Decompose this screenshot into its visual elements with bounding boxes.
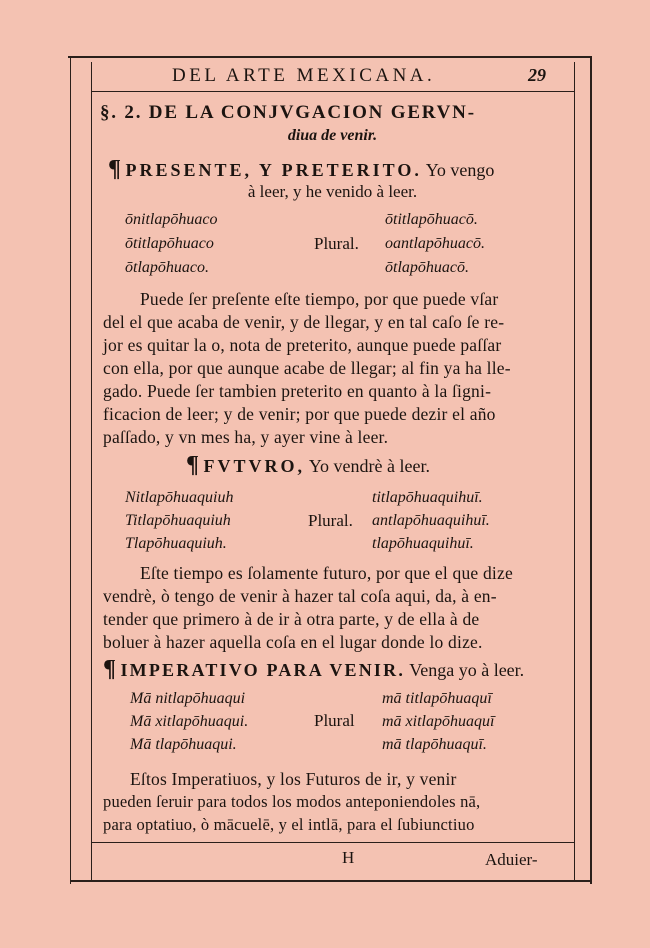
running-title: DEL ARTE MEXICANA.	[172, 65, 436, 86]
future-plural-3: tlapōhuaquihuī.	[372, 535, 474, 552]
imperative-singular-2: Mā xitlapōhuaqui.	[130, 713, 249, 730]
present-paragraph-line-6: ficacion de leer; y de venir; por que puede dezir el año	[103, 404, 496, 424]
imperative-plural-3: mā tlapōhuaquī.	[382, 736, 487, 753]
imperative-paragraph-line-2: pueden ſeruir para todos los modos anteponiendoles nā,	[103, 792, 481, 811]
present-paragraph-line-3: jor es quitar la o, nota de preterito, aunque puede paſſar	[103, 335, 502, 355]
present-plural-2: oantlapōhuacō.	[385, 235, 485, 252]
future-paragraph-line-3: tender que primero à de ir à otra parte, y de ella à de	[103, 609, 480, 629]
present-plural-3: ōtlapōhuacō.	[385, 259, 469, 276]
present-singular-2: ōtitlapōhuaco	[125, 235, 214, 252]
future-plural-label: Plural.	[308, 511, 353, 530]
present-singular-3: ōtlapōhuaco.	[125, 259, 209, 276]
imperative-singular-3: Mā tlapōhuaqui.	[130, 736, 237, 753]
inner-right-rule	[574, 62, 575, 880]
present-paragraph-line-7: paſſado, y vn mes ha, y ayer vine à leer.	[103, 427, 389, 447]
present-plural-label: Plural.	[314, 234, 359, 253]
present-paragraph-line-1: Puede ſer preſente eſte tiempo, por que puede vſar	[140, 289, 499, 309]
future-paragraph-line-2: vendrè, ò tengo de venir à hazer tal coſa aqui, da, à en-	[103, 586, 497, 606]
catchword: Aduier-	[485, 850, 538, 869]
imperative-plural-1: mā titlapōhuaquī	[382, 690, 492, 707]
present-plural-1: ōtitlapōhuacō.	[385, 211, 478, 228]
imperative-plural-label: Plural	[314, 711, 355, 730]
section-heading: §. 2. DE LA CONJVGACION GERVN-	[100, 102, 476, 123]
present-heading-line2: à leer, y he venido à leer.	[247, 182, 418, 201]
frame-top-rule	[68, 56, 592, 58]
future-singular-2: Titlapōhuaquiuh	[125, 512, 231, 529]
frame-bottom-rule	[70, 880, 592, 882]
present-singular-1: ōnitlapōhuaco	[125, 211, 218, 228]
section-heading-line2: diua de venir.	[287, 127, 378, 144]
present-heading: ¶ PRESENTE, Y PRETERITO. Yo vengo	[108, 156, 495, 182]
future-heading: ¶ FVTVRO, Yo vendrè à leer.	[186, 452, 430, 478]
imperative-paragraph-line-1: Eſtos Imperatiuos, y los Futuros de ir, y venir	[130, 769, 457, 789]
present-paragraph-line-2: del el que acaba de venir, y de llegar, y en tal caſo ſe re-	[103, 312, 505, 332]
signature-mark: H	[342, 848, 355, 867]
future-singular-3: Tlapōhuaquiuh.	[125, 535, 227, 552]
pilcrow-icon: ¶	[103, 656, 116, 682]
future-plural-2: antlapōhuaquihuī.	[372, 512, 490, 529]
frame-right-rule	[590, 56, 592, 884]
pilcrow-icon: ¶	[108, 156, 121, 182]
future-singular-1: Nitlapōhuaquiuh	[125, 489, 234, 506]
imperative-heading: ¶ IMPERATIVO PARA VENIR. Venga yo à leer.	[103, 656, 525, 682]
running-header	[96, 63, 571, 89]
present-paragraph-line-4: con ella, por que aunque acabe de llegar; al fin ya ha lle-	[103, 358, 511, 378]
frame-left-rule	[70, 56, 71, 884]
future-plural-1: titlapōhuaquihuī.	[372, 489, 483, 506]
imperative-singular-1: Mā nitlapōhuaqui	[130, 690, 246, 707]
present-paragraph-line-5: gado. Puede ſer tambien preterito en quanto à la ſigni-	[103, 381, 492, 401]
header-rule	[91, 91, 574, 92]
future-paragraph-line-4: boluer à hazer aquella coſa en el lugar donde lo dize.	[103, 632, 483, 652]
future-paragraph-line-1: Eſte tiempo es ſolamente futuro, por que el que dize	[140, 563, 513, 583]
footer-rule	[91, 842, 574, 843]
imperative-plural-2: mā xitlapōhuaquī	[382, 713, 495, 730]
imperative-paragraph-line-3: para optatiuo, ò mācuelē, y el intlā, para el ſubiunctiuo	[103, 815, 475, 834]
page-number: 29	[528, 65, 546, 85]
pilcrow-icon: ¶	[186, 452, 199, 478]
